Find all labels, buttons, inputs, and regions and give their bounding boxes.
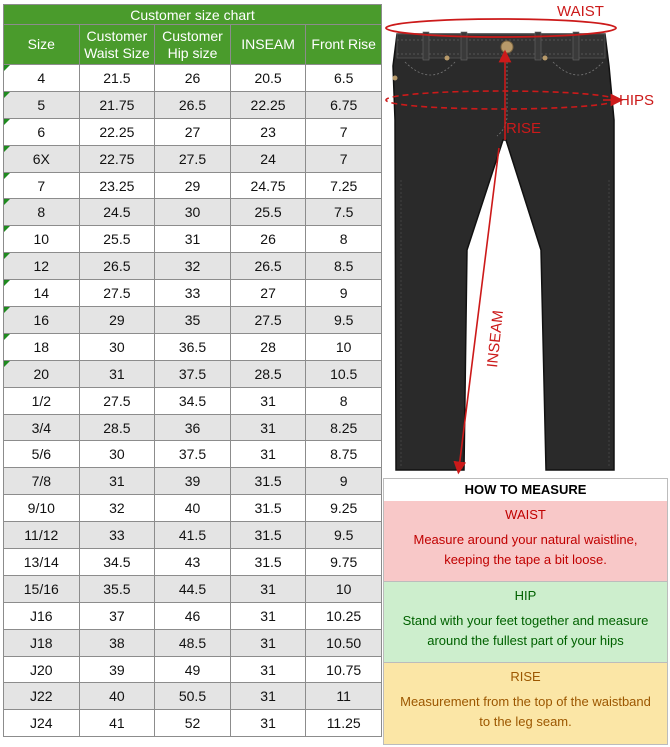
size-cell[interactable]: 5/6 (4, 441, 80, 468)
value-cell[interactable]: 50.5 (155, 683, 231, 710)
value-cell[interactable]: 8 (306, 387, 382, 414)
size-cell[interactable] (4, 333, 80, 360)
value-cell[interactable]: 33 (79, 522, 155, 549)
table-row (4, 118, 382, 145)
header-front-rise: Front Rise (306, 25, 382, 65)
rise-heading: RISE (510, 669, 541, 684)
cell-error-indicator-icon (4, 307, 10, 313)
rise-label: RISE (506, 120, 542, 137)
table-row (4, 441, 382, 468)
size-cell[interactable]: 7/8 (4, 468, 80, 495)
rise-instructions (383, 663, 668, 745)
value-cell[interactable]: 6.75 (306, 91, 382, 118)
value-cell[interactable]: 6.5 (306, 65, 382, 92)
value-cell[interactable]: 29 (155, 172, 231, 199)
jeans-measurement-diagram (383, 0, 670, 478)
table-row (4, 145, 382, 172)
table-row (4, 172, 382, 199)
value-cell[interactable]: 26.5 (230, 253, 306, 280)
table-row (4, 629, 382, 656)
value-cell[interactable]: 8.5 (306, 253, 382, 280)
value-cell[interactable]: 26.5 (155, 91, 231, 118)
size-label: 5 (37, 96, 46, 113)
size-chart-table (3, 4, 382, 737)
table-row (4, 253, 382, 280)
value-cell[interactable]: 27 (230, 280, 306, 307)
value-cell[interactable]: 34.5 (155, 387, 231, 414)
table-row (4, 710, 382, 737)
value-cell[interactable]: 27.5 (155, 145, 231, 172)
value-cell[interactable]: 23.25 (79, 172, 155, 199)
value-cell[interactable]: 10 (306, 333, 382, 360)
value-cell[interactable]: 7.5 (306, 199, 382, 226)
cell-error-indicator-icon (4, 199, 10, 205)
value-cell[interactable]: 31 (230, 575, 306, 602)
value-cell[interactable]: 40 (155, 495, 231, 522)
value-cell[interactable]: 28 (230, 333, 306, 360)
value-cell[interactable]: 11 (306, 683, 382, 710)
table-row (4, 468, 382, 495)
value-cell[interactable]: 10.5 (306, 360, 382, 387)
waist-instructions (383, 501, 668, 582)
size-label: 10 (33, 231, 50, 248)
value-cell[interactable]: 31.5 (230, 468, 306, 495)
size-cell[interactable]: 1/2 (4, 387, 80, 414)
value-cell[interactable]: 39 (79, 656, 155, 683)
value-cell[interactable]: 30 (155, 199, 231, 226)
value-cell[interactable]: 9.5 (306, 307, 382, 334)
table-row (4, 65, 382, 92)
table-row (4, 226, 382, 253)
size-cell[interactable]: J24 (4, 710, 80, 737)
size-cell[interactable]: 11/12 (4, 522, 80, 549)
size-label: 4 (37, 69, 46, 86)
size-cell[interactable]: J16 (4, 602, 80, 629)
table-row (4, 522, 382, 549)
value-cell[interactable]: 32 (79, 495, 155, 522)
value-cell[interactable]: 40 (79, 683, 155, 710)
value-cell[interactable]: 9.75 (306, 549, 382, 576)
size-label: 6X (32, 150, 50, 167)
value-cell[interactable]: 38 (79, 629, 155, 656)
size-cell[interactable]: 13/14 (4, 549, 80, 576)
value-cell[interactable]: 10 (306, 575, 382, 602)
inseam-label: INSEAM (484, 309, 507, 369)
value-cell[interactable]: 25.5 (230, 199, 306, 226)
value-cell[interactable]: 31 (230, 629, 306, 656)
value-cell[interactable]: 30 (79, 333, 155, 360)
table-row (4, 199, 382, 226)
size-label: 20 (33, 365, 50, 382)
value-cell[interactable]: 7 (306, 118, 382, 145)
table-row (4, 280, 382, 307)
value-cell[interactable]: 29 (79, 307, 155, 334)
cell-error-indicator-icon (4, 146, 10, 152)
cell-error-indicator-icon (4, 334, 10, 340)
value-cell[interactable]: 31 (155, 226, 231, 253)
value-cell[interactable]: 31.5 (230, 549, 306, 576)
size-cell[interactable] (4, 253, 80, 280)
value-cell[interactable]: 7.25 (306, 172, 382, 199)
hip-text-line-1: Stand with your feet together and measure (402, 613, 649, 628)
value-cell[interactable]: 31 (79, 360, 155, 387)
value-cell[interactable]: 8 (306, 226, 382, 253)
value-cell[interactable]: 27.5 (230, 307, 306, 334)
size-label: 14 (33, 285, 50, 302)
value-cell[interactable]: 34.5 (79, 549, 155, 576)
value-cell[interactable]: 31.5 (230, 522, 306, 549)
size-cell[interactable] (4, 145, 80, 172)
value-cell[interactable]: 26 (230, 226, 306, 253)
cell-error-indicator-icon (4, 226, 10, 232)
value-cell[interactable]: 41 (79, 710, 155, 737)
cell-error-indicator-icon (4, 280, 10, 286)
value-cell[interactable]: 44.5 (155, 575, 231, 602)
size-cell[interactable] (4, 65, 80, 92)
table-row (4, 683, 382, 710)
size-label: 12 (33, 258, 50, 275)
size-label: 16 (33, 311, 50, 328)
size-cell[interactable] (4, 280, 80, 307)
size-cell[interactable] (4, 307, 80, 334)
header-waist: Customer Waist Size (79, 25, 155, 65)
value-cell[interactable]: 9.25 (306, 495, 382, 522)
value-cell[interactable]: 23 (230, 118, 306, 145)
value-cell[interactable]: 22.25 (230, 91, 306, 118)
header-size: Size (4, 25, 80, 65)
value-cell[interactable]: 9 (306, 468, 382, 495)
table-row (4, 307, 382, 334)
value-cell[interactable]: 43 (155, 549, 231, 576)
value-cell[interactable]: 22.25 (79, 118, 155, 145)
jeans-illustration (393, 32, 615, 470)
hips-label: HIPS (619, 92, 655, 109)
value-cell[interactable]: 46 (155, 602, 231, 629)
how-to-measure-title: HOW TO MEASURE (383, 478, 668, 501)
value-cell[interactable]: 36.5 (155, 333, 231, 360)
value-cell[interactable]: 31 (79, 468, 155, 495)
value-cell[interactable]: 39 (155, 468, 231, 495)
waist-heading: WAIST (505, 507, 546, 522)
value-cell[interactable]: 10.75 (306, 656, 382, 683)
value-cell[interactable]: 33 (155, 280, 231, 307)
table-row (4, 387, 382, 414)
value-cell[interactable]: 7 (306, 145, 382, 172)
value-cell[interactable]: 8.75 (306, 441, 382, 468)
value-cell[interactable]: 10.25 (306, 602, 382, 629)
value-cell[interactable]: 37.5 (155, 441, 231, 468)
header-inseam: INSEAM (230, 25, 306, 65)
size-cell[interactable] (4, 118, 80, 145)
cell-error-indicator-icon (4, 92, 10, 98)
cell-error-indicator-icon (4, 253, 10, 259)
value-cell[interactable]: 52 (155, 710, 231, 737)
value-cell[interactable]: 41.5 (155, 522, 231, 549)
value-cell[interactable]: 49 (155, 656, 231, 683)
rise-text-line-1: Measurement from the top of the waistband (400, 694, 651, 709)
size-cell[interactable] (4, 226, 80, 253)
table-title: Customer size chart (4, 5, 382, 25)
value-cell[interactable]: 25.5 (79, 226, 155, 253)
value-cell[interactable]: 8.25 (306, 414, 382, 441)
size-cell[interactable]: J20 (4, 656, 80, 683)
value-cell[interactable]: 10.50 (306, 629, 382, 656)
value-cell[interactable]: 31 (230, 602, 306, 629)
value-cell[interactable]: 37.5 (155, 360, 231, 387)
value-cell[interactable]: 48.5 (155, 629, 231, 656)
value-cell[interactable]: 31 (230, 387, 306, 414)
value-cell[interactable]: 36 (155, 414, 231, 441)
size-cell[interactable]: 9/10 (4, 495, 80, 522)
size-cell[interactable]: 15/16 (4, 575, 80, 602)
value-cell[interactable]: 24.75 (230, 172, 306, 199)
size-cell[interactable]: 3/4 (4, 414, 80, 441)
value-cell[interactable]: 27 (155, 118, 231, 145)
value-cell[interactable]: 27.5 (79, 387, 155, 414)
value-cell[interactable]: 28.5 (79, 414, 155, 441)
cell-error-indicator-icon (4, 119, 10, 125)
hip-heading: HIP (514, 588, 537, 603)
value-cell[interactable]: 28.5 (230, 360, 306, 387)
value-cell[interactable]: 30 (79, 441, 155, 468)
value-cell[interactable]: 26 (155, 65, 231, 92)
table-row (4, 414, 382, 441)
size-cell[interactable]: J22 (4, 683, 80, 710)
size-cell[interactable] (4, 360, 80, 387)
how-to-measure-panel (383, 478, 668, 745)
value-cell[interactable]: 31.5 (230, 495, 306, 522)
hip-text-line-2: around the fullest part of your hips (427, 633, 624, 648)
size-cell[interactable] (4, 172, 80, 199)
hip-instructions (383, 582, 668, 663)
value-cell[interactable]: 31 (230, 710, 306, 737)
value-cell[interactable]: 31 (230, 414, 306, 441)
header-hip: Customer Hip size (155, 25, 231, 65)
waist-label: WAIST (557, 3, 604, 20)
size-label: 7 (37, 177, 46, 194)
waist-text-line-1: Measure around your natural waistline, (413, 532, 638, 547)
table-row (4, 549, 382, 576)
value-cell[interactable]: 26.5 (79, 253, 155, 280)
table-row (4, 91, 382, 118)
value-cell[interactable]: 9 (306, 280, 382, 307)
cell-error-indicator-icon (4, 173, 10, 179)
cell-error-indicator-icon (4, 65, 10, 71)
value-cell[interactable]: 22.75 (79, 145, 155, 172)
waist-text-line-2: keeping the tape a bit loose. (444, 552, 607, 567)
value-cell[interactable]: 31 (230, 683, 306, 710)
value-cell[interactable]: 21.5 (79, 65, 155, 92)
size-label: 18 (33, 338, 50, 355)
value-cell[interactable]: 21.75 (79, 91, 155, 118)
size-cell[interactable]: J18 (4, 629, 80, 656)
value-cell[interactable]: 27.5 (79, 280, 155, 307)
value-cell[interactable]: 37 (79, 602, 155, 629)
value-cell[interactable]: 31 (230, 441, 306, 468)
value-cell[interactable]: 35.5 (79, 575, 155, 602)
table-row (4, 495, 382, 522)
size-label: 8 (37, 204, 46, 221)
table-row (4, 360, 382, 387)
value-cell[interactable]: 24.5 (79, 199, 155, 226)
table-row (4, 602, 382, 629)
table-body (4, 65, 382, 737)
table-row (4, 333, 382, 360)
value-cell[interactable]: 9.5 (306, 522, 382, 549)
table-row (4, 575, 382, 602)
rise-text-line-2: to the leg seam. (479, 714, 572, 729)
cell-error-indicator-icon (4, 361, 10, 367)
size-cell[interactable] (4, 91, 80, 118)
value-cell[interactable]: 11.25 (306, 710, 382, 737)
value-cell[interactable]: 24 (230, 145, 306, 172)
value-cell[interactable]: 35 (155, 307, 231, 334)
table-row (4, 656, 382, 683)
size-cell[interactable] (4, 199, 80, 226)
size-label: 6 (37, 123, 46, 140)
value-cell[interactable]: 20.5 (230, 65, 306, 92)
value-cell[interactable]: 31 (230, 656, 306, 683)
value-cell[interactable]: 32 (155, 253, 231, 280)
